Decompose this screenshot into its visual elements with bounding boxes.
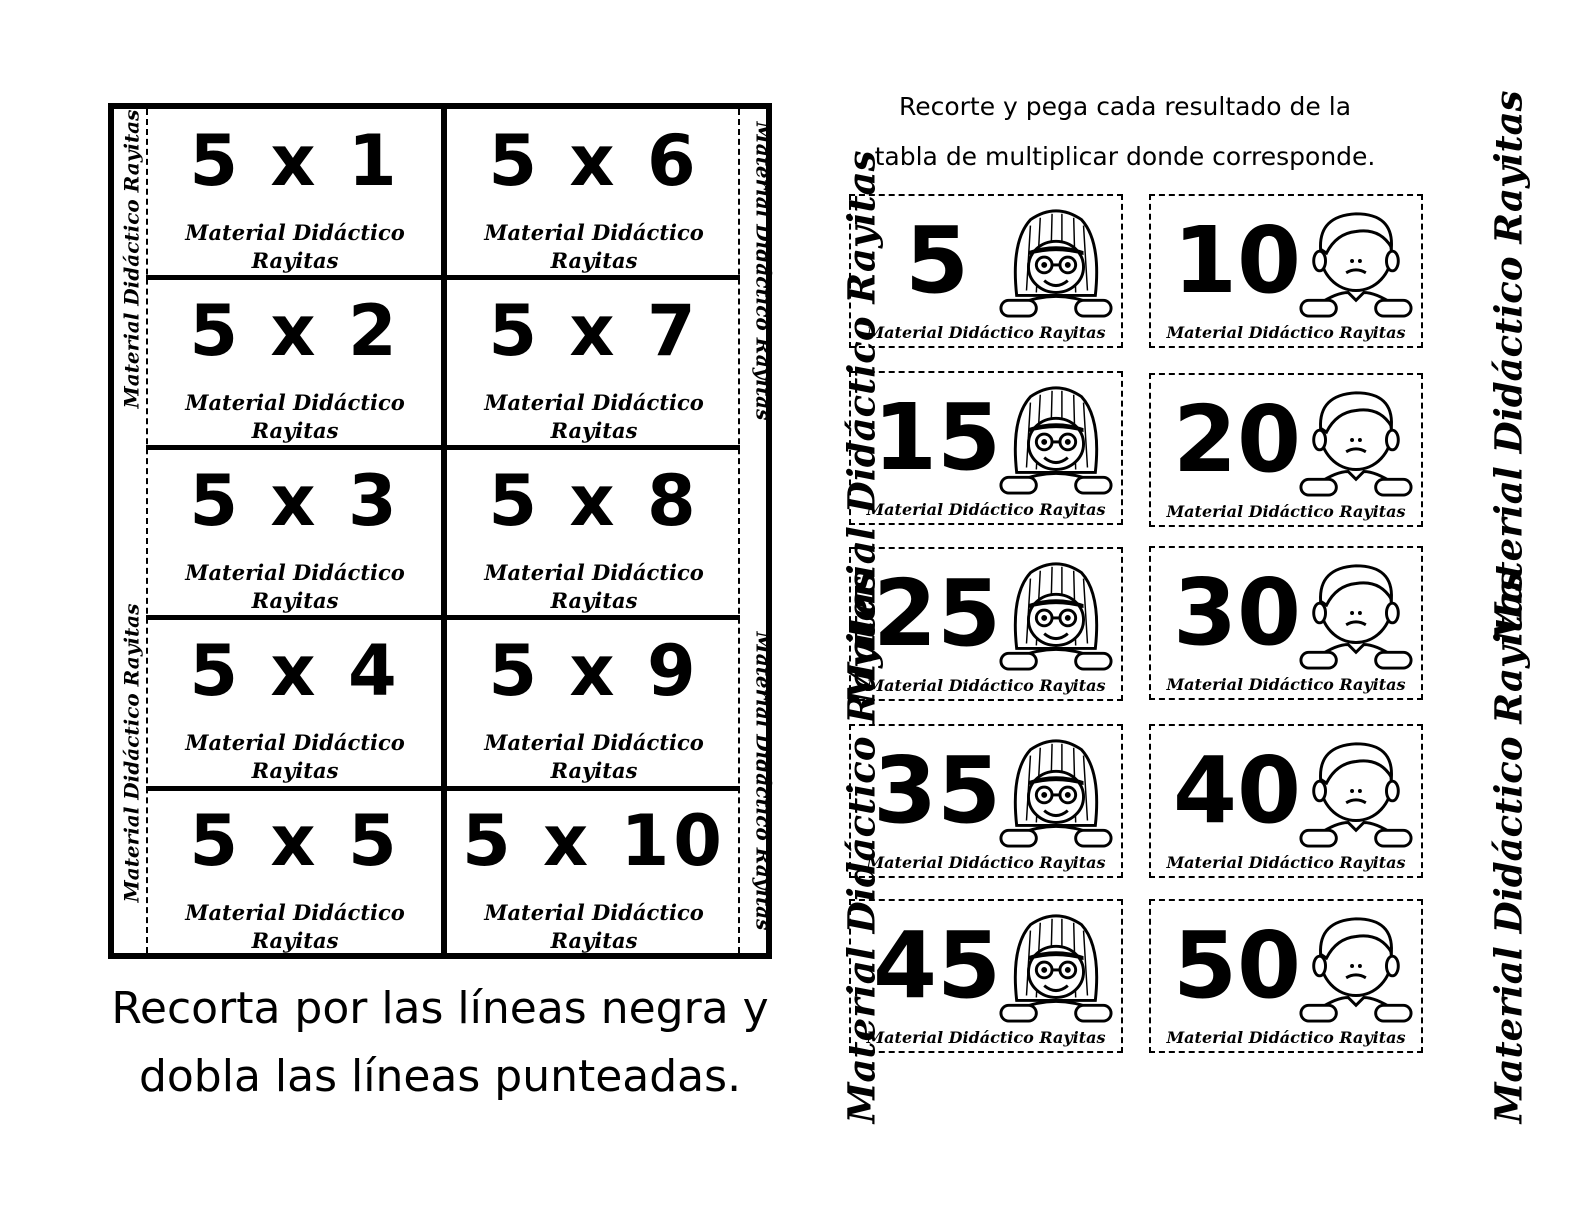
multiplication-cell bbox=[148, 619, 442, 789]
multiplication-cell bbox=[148, 449, 442, 619]
card-brand: Material Didáctico Rayitas bbox=[1166, 853, 1406, 872]
cell-brand: Material Didáctico Rayitas bbox=[185, 220, 405, 273]
card-brand: Material Didáctico Rayitas bbox=[866, 853, 1106, 872]
result-card bbox=[1149, 899, 1423, 1053]
card-brand: Material Didáctico Rayitas bbox=[866, 1028, 1106, 1047]
card-brand: Material Didáctico Rayitas bbox=[866, 500, 1106, 519]
cut-instructions: Recorta por las líneas negra y dobla las líneas punteadas. bbox=[111, 983, 769, 1102]
multiplication-cell bbox=[148, 789, 442, 959]
result-number: 50 bbox=[1172, 912, 1302, 1019]
big-side-label: Material Didáctico Rayitas bbox=[1486, 570, 1531, 1124]
boy-face-icon bbox=[1297, 907, 1415, 1025]
multiplication-cell bbox=[447, 789, 741, 959]
expression: 5 x 3 bbox=[189, 460, 401, 542]
expression: 5 x 8 bbox=[488, 460, 700, 542]
multiplication-cell bbox=[148, 109, 442, 279]
cell-brand: Material Didáctico Rayitas bbox=[484, 900, 704, 953]
expression: 5 x 5 bbox=[189, 800, 401, 882]
boy-face-icon bbox=[1297, 202, 1415, 320]
expression: 5 x 9 bbox=[488, 630, 700, 712]
boy-face-icon bbox=[1297, 381, 1415, 499]
cell-brand: Material Didáctico Rayitas bbox=[185, 900, 405, 953]
result-number: 35 bbox=[872, 737, 1002, 844]
multiplication-cell bbox=[447, 109, 741, 279]
big-side-label: Material Didáctico Rayitas bbox=[1486, 90, 1531, 644]
expression: 5 x 4 bbox=[189, 630, 401, 712]
result-card bbox=[1149, 724, 1423, 878]
card-brand: Material Didáctico Rayitas bbox=[1166, 675, 1406, 694]
cell-brand: Material Didáctico Rayitas bbox=[484, 220, 704, 273]
card-brand: Material Didáctico Rayitas bbox=[1166, 323, 1406, 342]
boy-face-icon bbox=[1297, 554, 1415, 672]
result-card bbox=[849, 371, 1123, 525]
girl-face-icon bbox=[997, 732, 1115, 850]
side-label-left-bottom: Material Didáctico Rayitas bbox=[119, 603, 144, 903]
result-card bbox=[849, 194, 1123, 348]
result-number: 15 bbox=[872, 384, 1002, 491]
big-side-label: Material Didáctico Rayitas bbox=[839, 150, 884, 704]
card-brand: Material Didáctico Rayitas bbox=[1166, 502, 1406, 521]
result-card bbox=[849, 899, 1123, 1053]
card-brand: Material Didáctico Rayitas bbox=[1166, 1028, 1406, 1047]
result-card bbox=[1149, 373, 1423, 527]
result-card bbox=[849, 547, 1123, 701]
result-number: 40 bbox=[1172, 737, 1302, 844]
expression: 5 x 6 bbox=[488, 120, 700, 202]
result-number: 20 bbox=[1172, 386, 1302, 493]
girl-face-icon bbox=[997, 379, 1115, 497]
multiplication-cell bbox=[447, 619, 741, 789]
result-number: 25 bbox=[872, 560, 1002, 667]
side-label-right-bottom: Material Didáctico Rayitas bbox=[751, 631, 776, 931]
result-card bbox=[849, 724, 1123, 878]
cell-brand: Material Didáctico Rayitas bbox=[484, 560, 704, 613]
result-number: 5 bbox=[904, 207, 969, 314]
multiplication-sheet bbox=[108, 103, 776, 959]
card-brand: Material Didáctico Rayitas bbox=[866, 323, 1106, 342]
result-card bbox=[1149, 546, 1423, 700]
multiplication-cell bbox=[447, 449, 741, 619]
cell-brand: Material Didáctico Rayitas bbox=[185, 390, 405, 443]
expression: 5 x 10 bbox=[461, 800, 726, 882]
boy-face-icon bbox=[1297, 732, 1415, 850]
cell-brand: Material Didáctico Rayitas bbox=[185, 560, 405, 613]
expression: 5 x 7 bbox=[488, 290, 700, 372]
result-number: 45 bbox=[872, 912, 1002, 1019]
paste-instructions: Recorte y pega cada resultado de la tabla de multiplicar donde corresponde. bbox=[874, 92, 1376, 171]
result-number: 30 bbox=[1172, 559, 1302, 666]
cell-brand: Material Didáctico Rayitas bbox=[185, 730, 405, 783]
girl-face-icon bbox=[997, 202, 1115, 320]
card-brand: Material Didáctico Rayitas bbox=[866, 676, 1106, 695]
girl-face-icon bbox=[997, 907, 1115, 1025]
side-label-left-top: Material Didáctico Rayitas bbox=[119, 109, 144, 409]
multiplication-cell bbox=[148, 279, 442, 449]
girl-face-icon bbox=[997, 555, 1115, 673]
big-side-label: Material Didáctico Rayitas bbox=[839, 570, 884, 1124]
expression: 5 x 1 bbox=[189, 120, 401, 202]
result-number: 10 bbox=[1172, 207, 1302, 314]
side-label-right-top: Material Didáctico Rayitas bbox=[751, 121, 776, 421]
expression: 5 x 2 bbox=[189, 290, 401, 372]
multiplication-cell bbox=[447, 279, 741, 449]
cell-brand: Material Didáctico Rayitas bbox=[484, 730, 704, 783]
cell-brand: Material Didáctico Rayitas bbox=[484, 390, 704, 443]
result-card bbox=[1149, 194, 1423, 348]
